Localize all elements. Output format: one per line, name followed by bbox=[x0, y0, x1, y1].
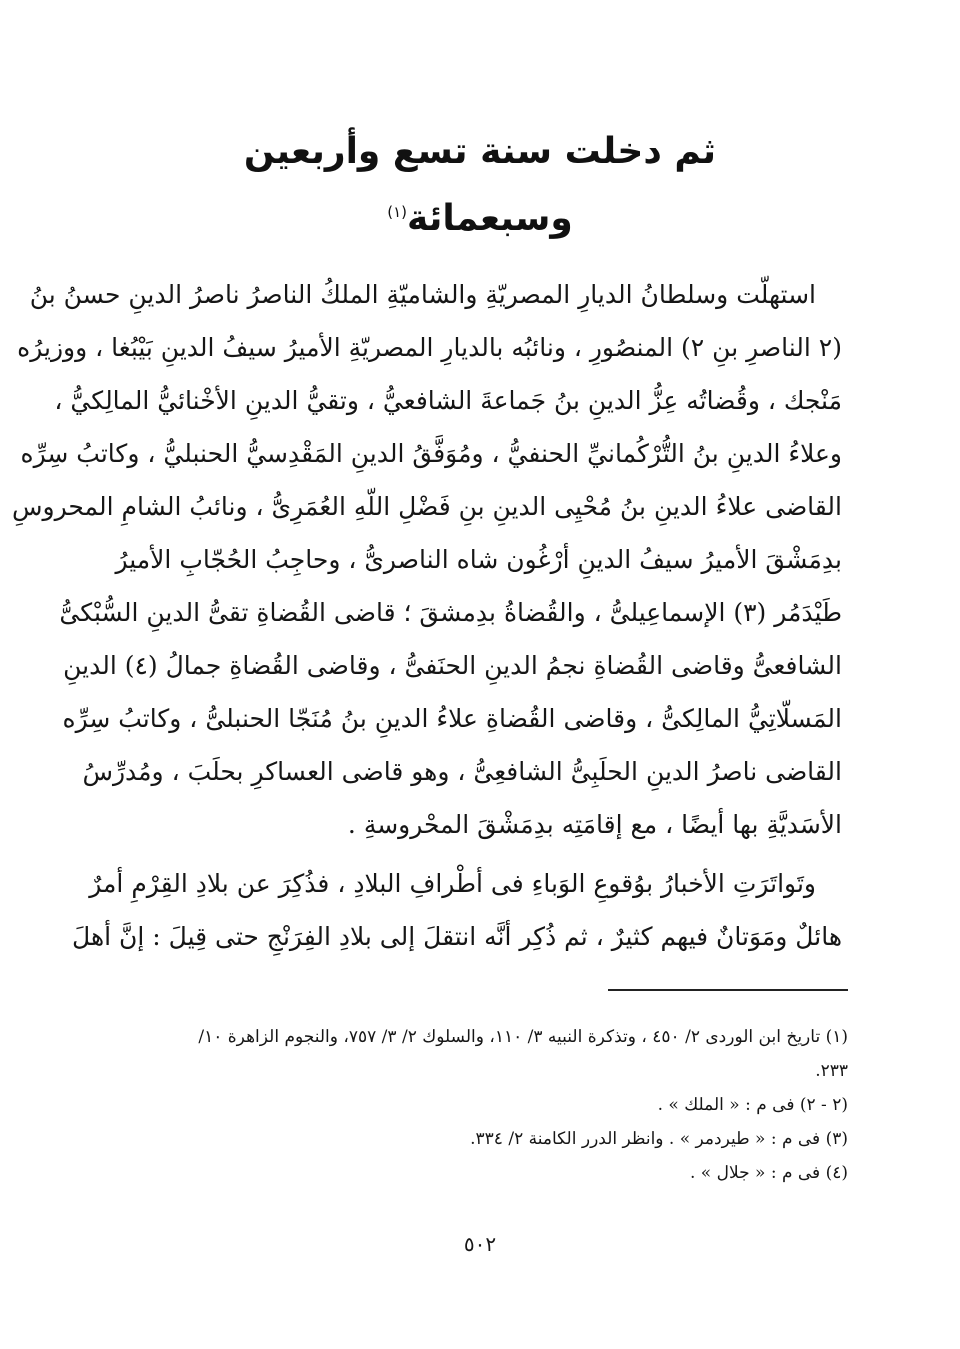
text-line: وتَواتَرَتِ الأخبارُ بوُقوعِ الوَباءِ فى أطْرافِ البلادِ ، فذُكِرَ عن بلادِ القِرْمِ أمرٌ bbox=[89, 869, 816, 898]
text-line: القاضى علاءُ الدينِ بنُ مُحْيِى الدينِ بنِ فَضْلِ اللّهِ العُمَرِىُّ ، ونائبُ الشامِ المحروسِ bbox=[12, 492, 842, 521]
chapter-heading bbox=[150, 122, 810, 249]
chapter-title: ثم دخلت سنة تسع وأربعين وسبعمائة bbox=[243, 131, 717, 239]
text-line: هائلٌ ومَوَتانٌ فيهم كثيرٌ ، ثم ذُكِر أنَّه انتقلَ إلى بلادِ الفِرَنْجِ حتى قِيلَ : إنَّ أهلَ bbox=[72, 922, 842, 951]
text-line: الأسَديَّةِ بها أيضًا ، مع إقامَتِه بدِمَشْقَ المحْروسةِ . bbox=[347, 810, 842, 839]
footnote: (٤) فى م : « جلال » . bbox=[690, 1163, 848, 1183]
text-line: طَيْدَمُر (٣) الإسماعِيلىُّ ، والقُضاةُ بدِمشقَ ؛ قاضى القُضاةِ تقىُّ الدينِ السُّبْكىُّ bbox=[59, 598, 842, 627]
text-line: وعلاءُ الدينِ بنُ التُّرْكُمانيِّ الحنفيُّ ، ومُوَفَّقُ الدينِ المَقْدِسيُّ الحنبليُّ ، وكاتبُ سِرِّه bbox=[20, 439, 842, 468]
paragraph-2 bbox=[72, 857, 842, 963]
text-line: المَسلّاتِيُّ المالِكىُّ ، وقاضى القُضاةِ علاءُ الدينِ بنُ مُنَجّا الحنبلىُّ ، وكاتبُ سِرِّه bbox=[62, 704, 842, 733]
footnote-divider bbox=[608, 989, 848, 991]
footnote: (٣) فى م : « طيردمر » . وانظر الدرر الكامنة ٢/ ٣٣٤. bbox=[470, 1129, 848, 1149]
footnote-continuation: ٢٣٣. bbox=[815, 1061, 848, 1081]
text-line: (٢ الناصرِ بنِ ٢) المنصُورِ ، ونائبُه بالديارِ المصريّةِ الأميرُ سيفُ الدينِ بَيْبُغا ، ووزيرُه bbox=[17, 333, 842, 362]
text-line: الشافعىُّ وقاضى القُضاةِ نجمُ الدينِ الحنَفىُّ ، وقاضى القُضاةِ جمالُ (٤) الدينِ bbox=[63, 651, 842, 680]
footnote: (٢ - ٢) فى م : « الملك » . bbox=[657, 1095, 848, 1115]
heading-footnote-marker: (١) bbox=[387, 203, 407, 221]
text-line: بدِمَشْقَ الأميرُ سيفُ الدينِ أرْغُون شاه الناصرىُّ ، وحاجِبُ الحُجّابِ الأميرُ bbox=[115, 545, 842, 574]
footnotes bbox=[118, 1020, 848, 1190]
text-line: استهلّت وسلطانُ الديارِ المصريّةِ والشاميّةِ الملكُ الناصرُ ناصرُ الدينِ حسنُ بنُ bbox=[29, 280, 816, 309]
paragraph-1 bbox=[12, 268, 842, 851]
footnote: (١) تاريخ ابن الوردى ٢/ ٤٥٠ ، وتذكرة النبيه ٣/ ١١٠، والسلوك ٢/ ٣/ ٧٥٧، والنجوم الزاهرة ١٠/ bbox=[198, 1027, 848, 1047]
page-number: ٥٠٢ bbox=[463, 1232, 497, 1256]
text-line: مَنْجك ، وقُضاتُه عِزُّ الدينِ بنُ جَماعةَ الشافعيُّ ، وتقيُّ الدينِ الأخْنائيُّ المالِكيُّ ، bbox=[54, 386, 842, 415]
text-line: القاضى ناصرُ الدينِ الحلَبِىُّ الشافعِىُّ ، وهو قاضى العساكرِ بحلَبَ ، ومُدرِّسُ bbox=[82, 757, 842, 786]
